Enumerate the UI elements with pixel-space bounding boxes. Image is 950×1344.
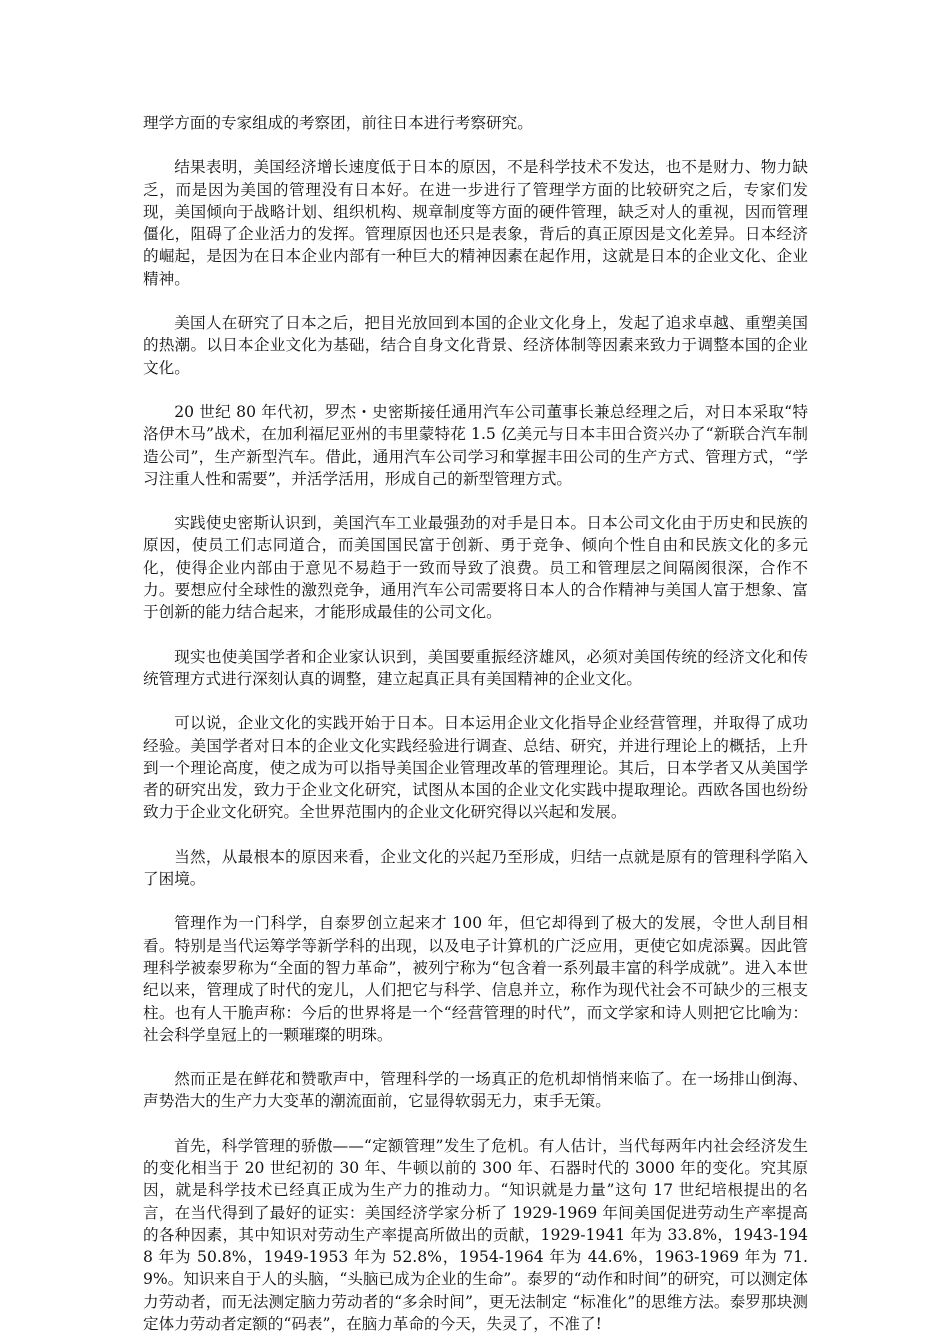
- paragraph-11: 首先，科学管理的骄傲——“定额管理”发生了危机。有人估计，当代每两年内社会经济发生的变化相当于 20 世纪初的 30 年、牛顿以前的 300 年、石器时代的 3000 年的变化。究其原因，就是科学技术已经真正成为生产力的推动力。“知识就是力量”这句 17 世纪培根提出的名言，在当代得到了最好的证实：美国经济学家分析了 1929-1969 年间美国促进劳动生产率提高的各种因素，其中知识对劳动生产率提高所做出的贡献，1929-1941 年为 33.8%，1943-1948 年为 50.8%，1949-1953 年为 52.8%，1954-1964 年为 44.6%，1963-1969 年为 71.9%。知识来自于人的头脑，“头脑已成为企业的生命”。泰罗的“动作和时间”的研究，可以测定体力劳动者，而无法测定脑力劳动者的“多余时间”，更无法制定 “标准化”的思维方法。泰罗那块测定体力劳动者定额的“码表”，在脑力革命的今天，失灵了，不准了!: [143, 1136, 808, 1334]
- paragraph-10: 然而正是在鲜花和赞歌声中，管理科学的一场真正的危机却悄悄来临了。在一场排山倒海、声势浩大的生产力大变革的潮流面前，它显得软弱无力，束手无策。: [143, 1070, 808, 1111]
- paragraph-8: 当然，从最根本的原因来看，企业文化的兴起乃至形成，归结一点就是原有的管理科学陷入了困境。: [143, 847, 808, 889]
- paragraph-5: 实践使史密斯认识到，美国汽车工业最强劲的对手是日本。日本公司文化由于历史和民族的原因，使员工们志同道合，而美国国民富于创新、勇于竞争、倾向个性自由和民族文化的多元化，使得企业内部由于意见不易趋于一致而导致了浪费。员工和管理层之间隔阂很深，合作不力。要想应付全球性的激烈竞争，通用汽车公司需要将日本人的合作精神与美国人富于想象、富于创新的能力结合起来，才能形成最佳的公司文化。: [143, 514, 808, 622]
- paragraph-2: 结果表明，美国经济增长速度低于日本的原因，不是科学技术不发达，也不是财力、物力缺乏，而是因为美国的管理没有日本好。在进一步进行了管理学方面的比较研究之后，专家们发现，美国倾向于战略计划、组织机构、规章制度等方面的硬件管理，缺乏对人的重视，因而管理僵化，阻碍了企业活力的发挥。管理原因也还只是表象，背后的真正原因是文化差异。日本经济的崛起，是因为在日本企业内部有一种巨大的精神因素在起作用，这就是日本的企业文化、企业精神。: [143, 158, 808, 288]
- paragraph-9: 管理作为一门科学，自泰罗创立起来才 100 年，但它却得到了极大的发展，令世人刮目相看。特别是当代运筹学等新学科的出现，以及电子计算机的广泛应用，更使它如虎添翼。因此管理科学被泰罗称为“全面的智力革命”，被列宁称为“包含着一系列最丰富的科学成就”。进入本世纪以来，管理成了时代的宠儿，人们把它与科学、信息并立，称作为现代社会不可缺少的三根支柱。也有人干脆声称：今后的世界将是一个“经营管理的时代”，而文学家和诗人则把它比喻为：社会科学皇冠上的一颗璀璨的明珠。: [143, 914, 808, 1044]
- paragraph-4: 20 世纪 80 年代初，罗杰・史密斯接任通用汽车公司董事长兼总经理之后，对日本采取“特洛伊木马”战术，在加利福尼亚州的韦里蒙特花 1.5 亿美元与日本丰田合资兴办了“新联合汽车制造公司”，生产新型汽车。借此，通用汽车公司学习和掌握丰田公司的生产方式、管理方式，“学习注重人性和需要”，并活学活用，形成自己的新型管理方式。: [143, 402, 808, 488]
- paragraph-7: 可以说，企业文化的实践开始于日本。日本运用企业文化指导企业经营管理，并取得了成功经验。美国学者对日本的企业文化实践经验进行调查、总结、研究，并进行理论上的概括，上升到一个理论高度，使之成为可以指导美国企业管理改革的管理理论。其后，日本学者又从美国学者的研究出发，致力于企业文化研究，试图从本国的企业文化实践中提取理论。西欧各国也纷纷致力于企业文化研究。全世界范围内的企业文化研究得以兴起和发展。: [143, 714, 808, 822]
- paragraph-1: 理学方面的专家组成的考察团，前往日本进行考察研究。: [143, 114, 533, 132]
- paragraph-6: 现实也使美国学者和企业家认识到，美国要重振经济雄风，必须对美国传统的经济文化和传统管理方式进行深刻认真的调整，建立起真正具有美国精神的企业文化。: [143, 647, 808, 688]
- paragraph-3: 美国人在研究了日本之后，把目光放回到本国的企业文化身上，发起了追求卓越、重塑美国的热潮。以日本企业文化为基础，结合自身文化背景、经济体制等因素来致力于调整本国的企业文化。: [143, 314, 808, 377]
